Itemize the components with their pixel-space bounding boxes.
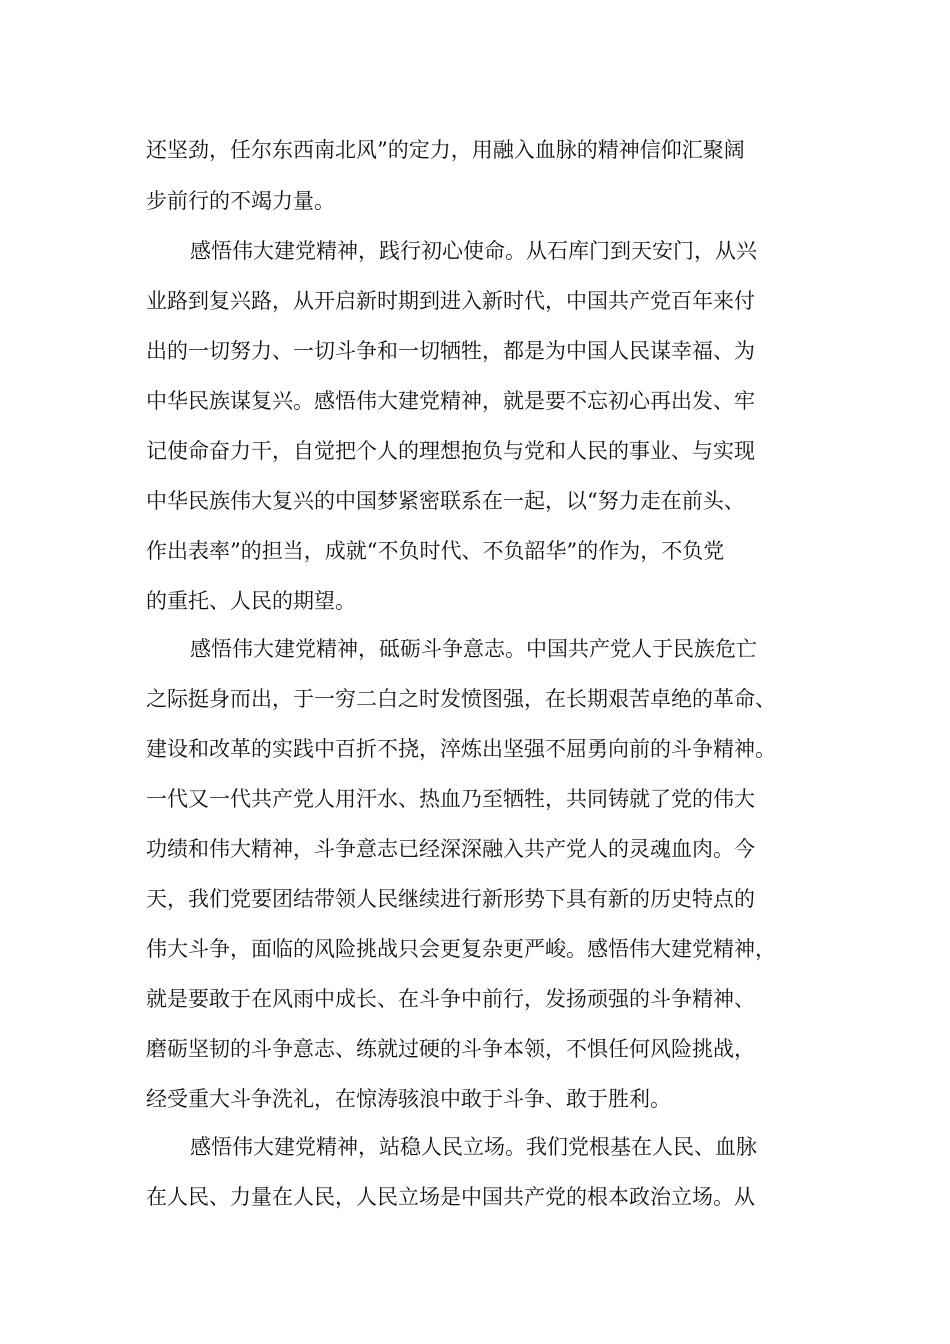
text-line: 就是要敢于在风雨中成长、在斗争中前行，发扬顽强的斗争精神、 (146, 987, 755, 1011)
text-line: 步前行的不竭力量。 (146, 189, 335, 213)
text-line: 磨砺坚韧的斗争意志、练就过硬的斗争本领，不惧任何风险挑战， (146, 1037, 755, 1061)
paragraph-first-line: 感悟伟大建党精神，站稳人民立场。我们党根基在人民、血脉 (190, 1135, 757, 1159)
text-line: 伟大斗争，面临的风险挑战只会更复杂更严峻。感悟伟大建党精神， (146, 937, 776, 961)
text-line: 在人民、力量在人民，人民立场是中国共产党的根本政治立场。从 (146, 1185, 755, 1209)
text-line: 经受重大斗争洗礼，在惊涛骇浪中敢于斗争、敢于胜利。 (146, 1087, 671, 1111)
text-line: 建设和改革的实践中百折不挠，淬炼出坚强不屈勇向前的斗争精神。 (146, 737, 776, 761)
text-line: 中华民族谋复兴。感悟伟大建党精神，就是要不忘初心再出发、牢 (146, 389, 755, 413)
text-line: 中华民族伟大复兴的中国梦紧密联系在一起，以“努力走在前头、 (146, 489, 745, 513)
text-line: 功绩和伟大精神，斗争意志已经深深融入共产党人的灵魂血肉。今 (146, 837, 755, 861)
text-line: 之际挺身而出，于一穷二白之时发愤图强，在长期艰苦卓绝的革命、 (146, 687, 776, 711)
text-line: 出的一切努力、一切斗争和一切牺牲，都是为中国人民谋幸福、为 (146, 339, 755, 363)
text-line: 还坚劲，任尔东西南北风”的定力，用融入血脉的精神信仰汇聚阔 (146, 138, 745, 162)
text-line: 一代又一代共产党人用汗水、热血乃至牺牲，共同铸就了党的伟大 (146, 787, 755, 811)
text-line: 天，我们党要团结带领人民继续进行新形势下具有新的历史特点的 (146, 887, 755, 911)
text-line: 的重托、人民的期望。 (146, 589, 356, 613)
paragraph-first-line: 感悟伟大建党精神，践行初心使命。从石库门到天安门，从兴 (190, 239, 757, 263)
text-line: 记使命奋力干，自觉把个人的理想抱负与党和人民的事业、与实现 (146, 439, 755, 463)
text-line: 作出表率”的担当，成就“不负时代、不负韶华”的作为，不负党 (146, 539, 725, 563)
text-line: 业路到复兴路，从开启新时期到进入新时代，中国共产党百年来付 (146, 289, 755, 313)
paragraph-first-line: 感悟伟大建党精神，砥砺斗争意志。中国共产党人于民族危亡 (190, 637, 757, 661)
